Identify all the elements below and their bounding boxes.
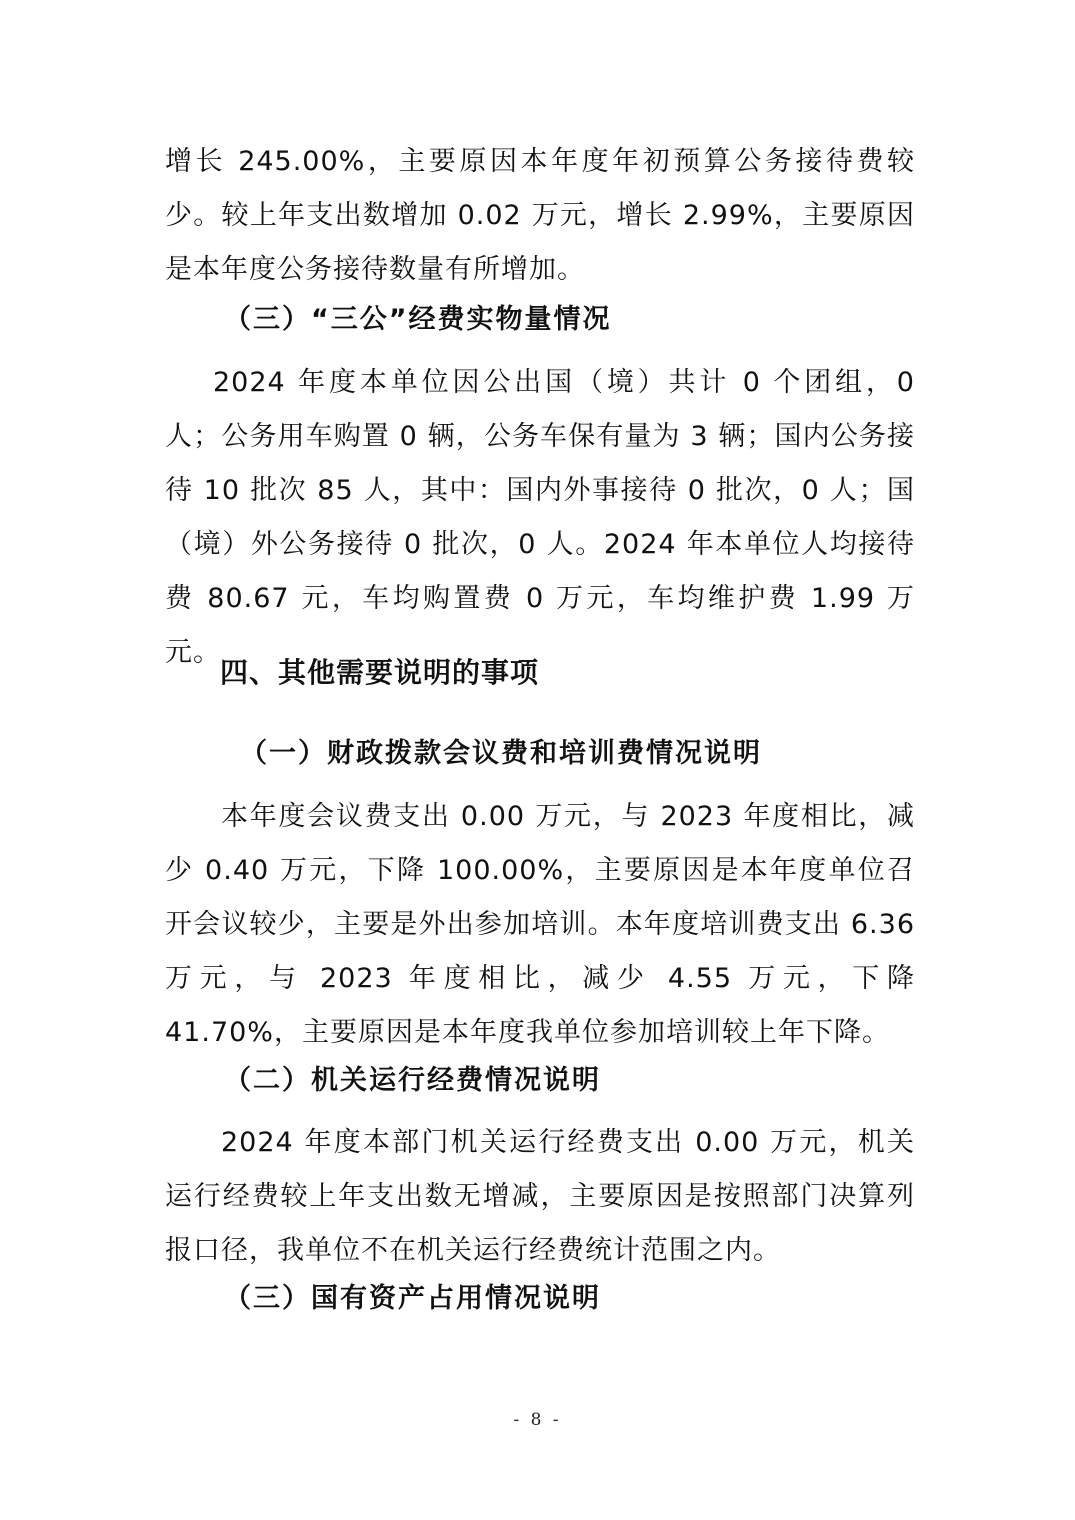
paragraph-meeting-training: 本年度会议费支出 0.00 万元，与 2023 年度相比，减少 0.40 万元，下降 100.00%，主要原因是本年度单位召开会议较少，主要是外出参加培训。本年度培训费支出 6.36 万元，与 2023 年度相比，减少 4.55 万元，下降 41.70%，主要原因是本年度我单位参加培训较上年下降。	[165, 801, 915, 1048]
paragraph-hospitality-expense: 增长 245.00%，主要原因本年度年初预算公务接待费较少。较上年支出数增加 0.02 万元，增长 2.99%，主要原因是本年度公务接待数量有所增加。	[165, 146, 915, 285]
heading-meeting-training: （一）财政拨款会议费和培训费情况说明	[240, 738, 762, 769]
heading-state-assets: （三）国有资产占用情况说明	[224, 1283, 601, 1314]
heading-section-four: 四、其他需要说明的事项	[220, 656, 540, 689]
heading-san-gong-physical: （三）“三公”经费实物量情况	[224, 304, 612, 335]
paragraph-operating-funds: 2024 年度本部门机关运行经费支出 0.00 万元，机关运行经费较上年支出数无增减，主要原因是按照部门决算列报口径，我单位不在机关运行经费统计范围之内。	[165, 1127, 915, 1266]
paragraph-physical-quantities: 2024 年度本单位因公出国（境）共计 0 个团组，0 人；公务用车购置 0 辆，公务车保有量为 3 辆；国内公务接待 10 批次 85 人，其中：国内外事接待 0 批次，0 人；国（境）外公务接待 0 批次，0 人。2024 年本单位人均接待费 80.67 元，车均购置费 0 万元，车均维护费 1.99 万元。	[165, 367, 915, 668]
page-number: - 8 -	[513, 1410, 562, 1430]
heading-operating-funds: （二）机关运行经费情况说明	[224, 1065, 601, 1096]
